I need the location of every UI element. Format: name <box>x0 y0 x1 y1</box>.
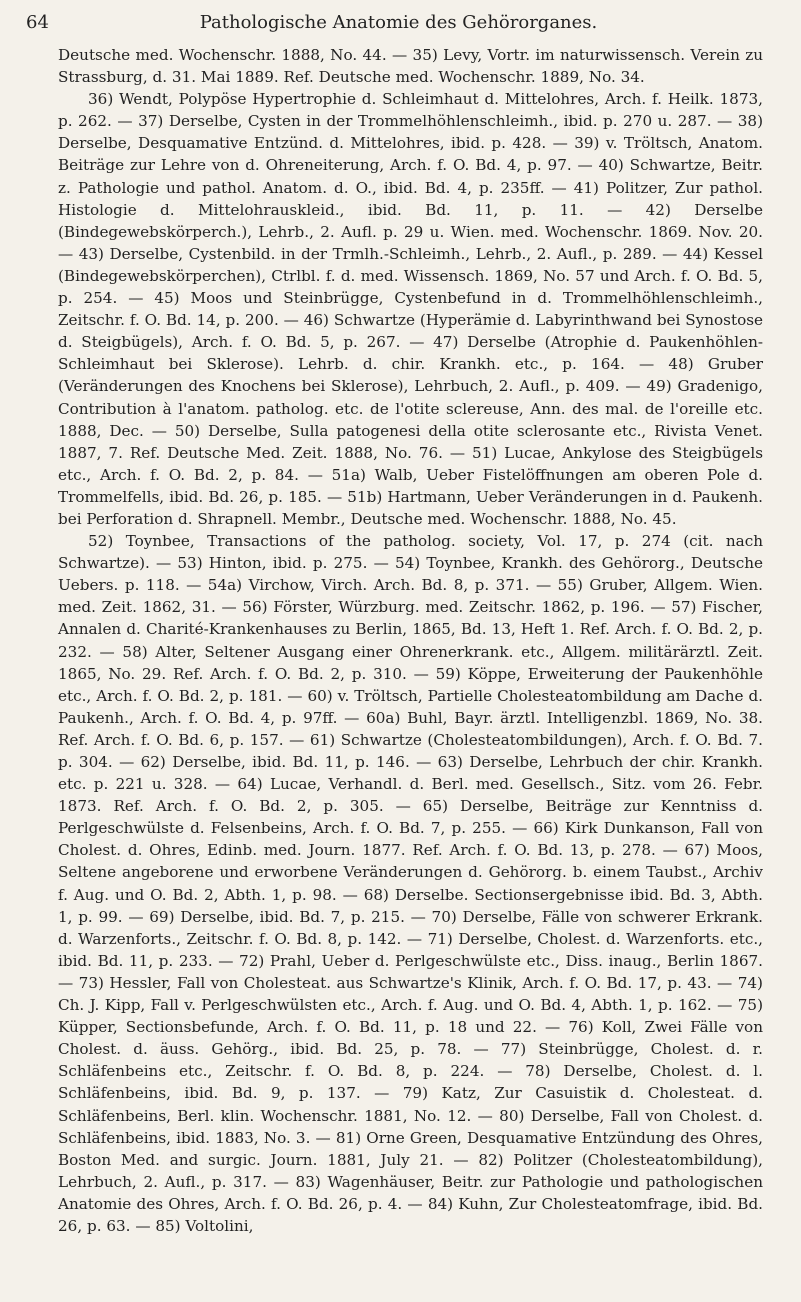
paragraph: Deutsche med. Wochenschr. 1888, No. 44. — 35) Levy, Vortr. im naturwissensch. Verein zu Strassburg, d. 31. Mai 1889. Ref. Deutsche med. Wochenschr. 1889, No. 34. <box>58 46 763 87</box>
references-text <box>58 44 763 1237</box>
running-title: Pathologische Anatomie des Gehörorganes. <box>199 12 598 33</box>
page-header <box>26 8 771 38</box>
page-number: 64 <box>26 12 49 33</box>
paragraph: 52) Toynbee, Transactions of the patholog. society, Vol. 17, p. 274 (cit. nach Schwartze). — 53) Hinton, ibid. p. 275. — 54) Toynbee, Krankh. des Gehörorg., Deutsche Uebers. p. 118. — 54a) Virchow, Virch. Arch. Bd. 8, p. 371. — 55) Gruber, Allgem. Wien. med. Zeit. 1862, 31. — 56) Förster, Würzburg. med. Zeitschr. 1862, p. 196. — 57) Fischer, Annalen d. Charité-Krankenhauses zu Berlin, 1865, Bd. 13, Heft 1. Ref. Arch. f. O. Bd. 2, p. 232. — 58) Alter, Seltener Ausgang einer Ohrenerkrank. etc., Allgem. militärärztl. Zeit. 1865, No. 29. Ref. Arch. f. O. Bd. 2, p. 310. — 59) Köppe, Erweiterung der Paukenhöhle etc., Arch. f. O. Bd. 2, p. 181. — 60) v. Tröltsch, Partielle Cholesteatombildung am Dache d. Paukenh., Arch. f. O. Bd. 4, p. 97ff. — 60a) Buhl, Bayr. ärztl. Intelligenzbl. 1869, No. 38. Ref. Arch. f. O. Bd. 6, p. 157. — 61) Schwartze (Cholesteatombildungen), Arch. f. O. Bd. 7. p. 304. — 62) Derselbe, ibid. Bd. 11, p. 146. — 63) Derselbe, Lehrbuch der chir. Krankh. etc. p. 221 u. 328. — 64) Lucae, Verhandl. d. Berl. med. Gesellsch., Sitz. vom 26. Febr. 1873. Ref. Arch. f. O. Bd. 2, p. 305. — 65) Derselbe, Beiträge zur Kenntniss d. Perlgeschwülste d. Felsenbeins, Arch. f. O. Bd. 7, p. 255. — 66) Kirk Dunkanson, Fall von Cholest. d. Ohres, Edinb. med. Journ. 1877. Ref. Arch. f. O. Bd. 13, p. 278. — 67) Moos, Seltene angeborene und erworbene Veränderungen d. Gehörorg. b. einem Taubst., Archiv f. Aug. und O. Bd. 2, Abth. 1, p. 98. — 68) Derselbe. Sectionsergebnisse ibid. Bd. 3, Abth. 1, p. 99. — 69) Derselbe, ibid. Bd. 7, p. 215. — 70) Derselbe, Fälle von schwerer Erkrank. d. Warzenforts., Zeitschr. f. O. Bd. 8, p. 142. — 71) Derselbe, Cholest. d. Warzenforts. etc., ibid. Bd. 11, p. 233. — 72) Prahl, Ueber d. Perlgeschwülste etc., Diss. inaug., Berlin 1867. — 73) Hessler, Fall von Cholesteat. aus Schwartze's Klinik, Arch. f. O. Bd. 17, p. 43. — 74) Ch. J. Kipp, Fall v. Perlgeschwülsten etc., Arch. f. Aug. und O. Bd. 4, Abth. 1, p. 162. — 75) Küpper, Sectionsbefunde, Arch. f. O. Bd. 11, p. 18 und 22. — 76) Koll, Zwei Fälle von Cholest. d. äuss. Gehörg., ibid. Bd. 25, p. 78. — 77) Steinbrügge, Cholest. d. r. Schläfenbeins etc., Zeitschr. f. O. Bd. 8, p. 224. — 78) Derselbe, Cholest. d. l. Schläfenbeins, ibid. Bd. 9, p. 137. — 79) Katz, Zur Casuistik d. Cholesteat. d. Schläfenbeins, Berl. klin. Wochenschr. 1881, No. 12. — 80) Derselbe, Fall von Cholest. d. Schläfenbeins, ibid. 1883, No. 3. — 81) Orne Green, Desquamative Entzündung des Ohres, Boston Med. and surgic. Journ. 1881, July 21. — 82) Politzer (Cholesteatombildung), Lehrbuch, 2. Aufl., p. 317. — 83) Wagenhäuser, Beitr. zur Pathologie und pathologischen Anatomie des Ohres, Arch. f. O. Bd. 26, p. 4. — 84) Kuhn, Zur Cholesteatomfrage, ibid. Bd. 26, p. 63. — 85) Voltolini, <box>58 532 763 1235</box>
paragraph: 36) Wendt, Polypöse Hypertrophie d. Schleimhaut d. Mittelohres, Arch. f. Heilk. 1873, p. 262. — 37) Derselbe, Cysten in der Trommelhöhlenschleimh., ibid. p. 270 u. 287. — 38) Derselbe, Desquamative Entzünd. d. Mittelohres, ibid. p. 428. — 39) v. Tröltsch, Anatom. Beiträge zur Lehre von d. Ohreneiterung, Arch. f. O. Bd. 4, p. 97. — 40) Schwartze, Beitr. z. Pathologie und pathol. Anatom. d. O., ibid. Bd. 4, p. 235ff. — 41) Politzer, Zur pathol. Histologie d. Mittelohrauskleid., ibid. Bd. 11, p. 11. — 42) Derselbe (Bindegewebskörperch.), Lehrb., 2. Aufl. p. 29 u. Wien. med. Wochenschr. 1869. Nov. 20. — 43) Derselbe, Cystenbild. in der Trmlh.-Schleimh., Lehrb., 2. Aufl., p. 289. — 44) Kessel (Bindegewebskörperchen), Ctrlbl. f. d. med. Wissensch. 1869, No. 57 und Arch. f. O. Bd. 5, p. 254. — 45) Moos und Steinbrügge, Cystenbefund in d. Trommelhöhlenschleimh., Zeitschr. f. O. Bd. 14, p. 200. — 46) Schwartze (Hyperämie d. Labyrinthwand bei Synostose d. Steigbügels), Arch. f. O. Bd. 5, p. 267. — 47) Derselbe (Atrophie d. Paukenhöhlen-Schleimhaut bei Sklerose). Lehrb. d. chir. Krankh. etc., p. 164. — 48) Gruber (Veränderungen des Knochens bei Sklerose), Lehrbuch, 2. Aufl., p. 409. — 49) Gradenigo, Contribution à l'anatom. patholog. etc. de l'otite sclereuse, Ann. des mal. de l'oreille etc. 1888, Dec. — 50) Derselbe, Sulla patogenesi della otite sclerosante etc., Rivista Venet. 1887, 7. Ref. Deutsche Med. Zeit. 1888, No. 76. — 51) Lucae, Ankylose des Steigbügels etc., Arch. f. O. Bd. 2, p. 84. — 51a) Walb, Ueber Fistelöffnungen am oberen Pole d. Trommelfells, ibid. Bd. 26, p. 185. — 51b) Hartmann, Ueber Veränderungen in d. Paukenh. bei Perforation d. Shrapnell. Membr., Deutsche med. Wochenschr. 1888, No. 45. <box>58 90 763 528</box>
